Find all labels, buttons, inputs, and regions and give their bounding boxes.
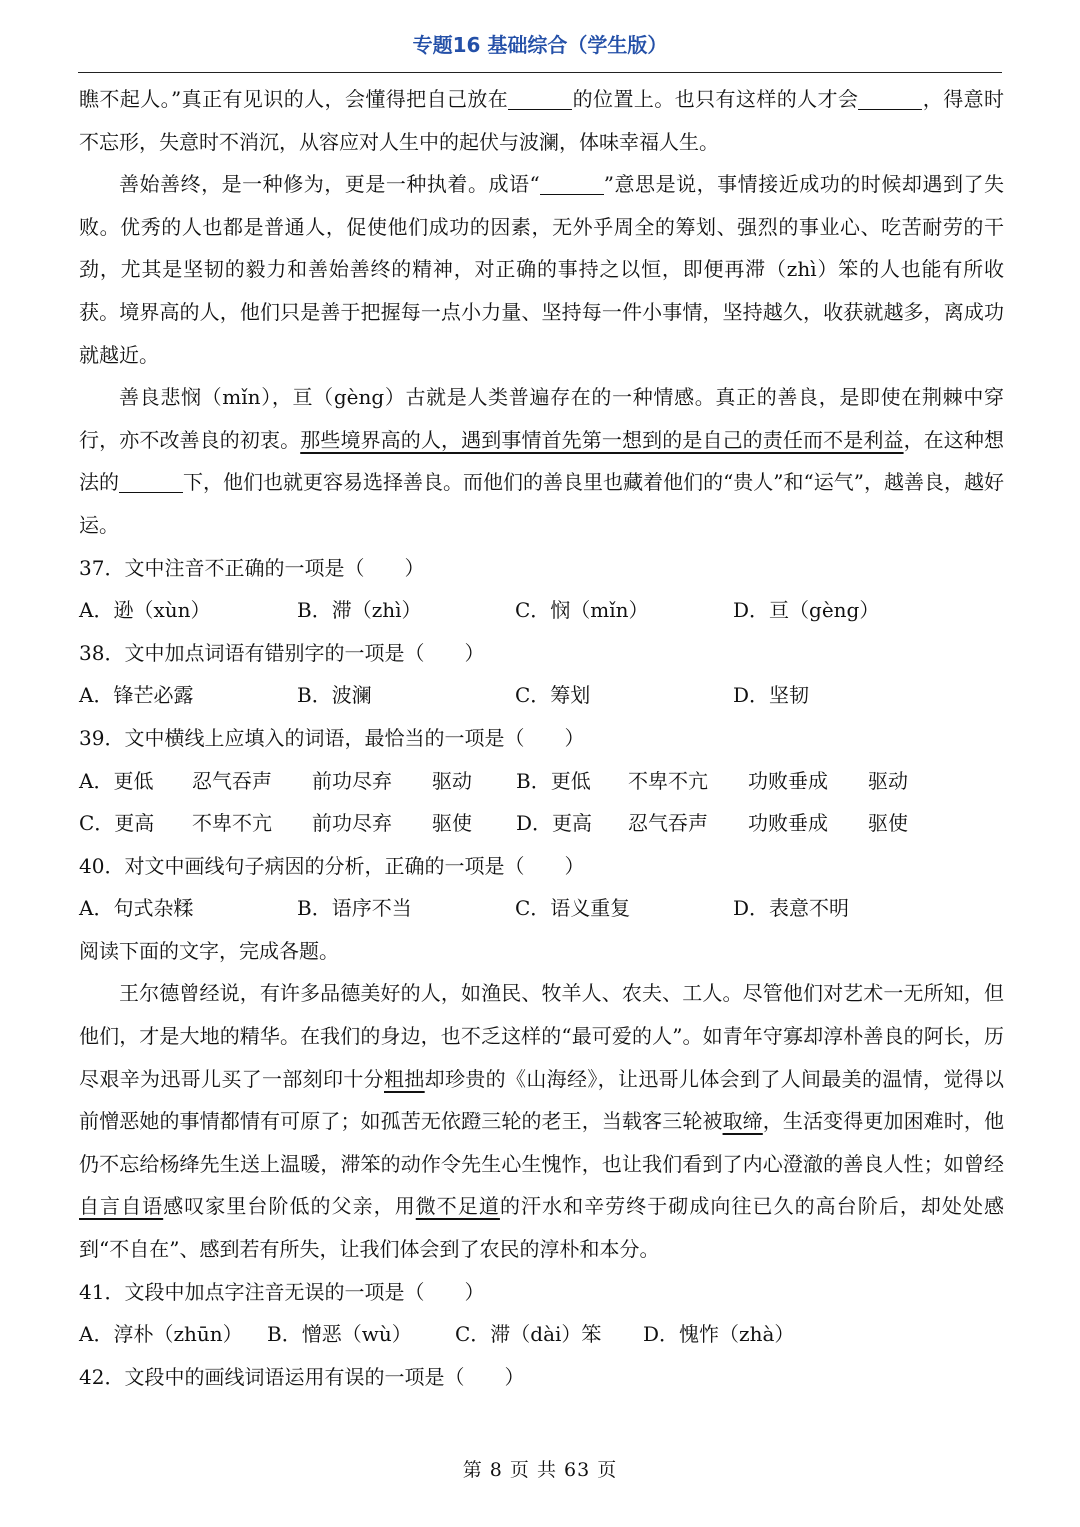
text-span: 却珍贵的《山海经》，让迅哥儿体会到了人间最美的温情，觉得以前憎恶她的事情都情有可原了；如孤苦无依蹬三轮的老王，当载客三轮被 (79, 1066, 1005, 1134)
option-a[interactable]: A．句式杂糅 (79, 896, 194, 921)
option-term: 驱动 (432, 768, 472, 793)
option-term: 前功尽弃 (312, 768, 392, 793)
passage1-paragraph2 (79, 163, 1004, 376)
text-span: 感叹家里台阶低的父亲，用 (163, 1194, 416, 1219)
text-span: ，得意时不忘形，失意时不消沉，从容应对人生中的起伏与波澜，体味幸福人生。 (79, 87, 1005, 154)
option-term: 前功尽弃 (312, 811, 392, 836)
text-span: 善始善终，是一种修为，更是一种执着。成语“ (119, 172, 540, 197)
option-a[interactable]: A．锋芒必露 (79, 683, 194, 708)
page-header (78, 28, 1002, 73)
option-c[interactable]: C．滞（dài）笨 (455, 1322, 602, 1347)
option-a[interactable]: A．逊（xùn） (79, 598, 211, 623)
underlined-word: 微不足道 (415, 1194, 500, 1219)
header-title: 专题16 基础综合（学生版） (412, 33, 668, 57)
option-b[interactable]: B．语序不当 (297, 896, 412, 921)
option-term: 不卑不亢 (192, 811, 272, 836)
text-span: ”意思是说，事情接近成功的时候却遇到了失败。优秀的人也都是普通人，促使他们成功的因素，无外乎周全的筹划、强烈的事业心、吃苦耐劳的干劲，尤其是坚韧的毅力和善始善终的精神，对正确的事持之以恒，即便再滞（zhì）笨的人也能有所收获。境界高的人，他们只是善于把握每一点小力量、坚持每一件小事情，坚持越久，收获就越多，离成功就越近。 (79, 172, 1004, 367)
fill-blank (540, 172, 604, 195)
question-41-options (79, 1313, 1004, 1356)
option-d[interactable]: D．亘（gèng） (733, 598, 880, 623)
passage2-paragraph (79, 972, 1004, 1270)
option-b[interactable]: B．憎恶（wù） (267, 1322, 412, 1347)
option-term: 不卑不亢 (628, 768, 708, 793)
underlined-word: 粗拙 (384, 1066, 425, 1091)
option-term: 忍气吞声 (192, 768, 272, 793)
passage1-paragraph1 (79, 78, 1004, 163)
passage1-paragraph3 (79, 376, 1004, 546)
option-c[interactable]: C．语义重复 (515, 896, 631, 921)
text-span: 善良悲悯（mǐn），亘（gèng）古就是人类普遍存在的一种情感。真正的善良，是即使在荆棘中穿行，亦不改善良的初衷。 (79, 385, 1004, 452)
page-footer (0, 1455, 1080, 1482)
option-c[interactable]: C．筹划 (515, 683, 591, 708)
question-40-stem: 40．对文中画线句子病因的分析，正确的一项是（ ） (79, 853, 585, 878)
page-number: 第 8 页 共 63 页 (462, 1459, 618, 1481)
text-span: 的汗水和辛劳终于砌成向往已久的高台阶后，却处处感到“不自在”、感到若有所失，让我们体会到了农民的淳朴和本分。 (79, 1194, 1005, 1262)
underlined-sentence: 那些境界高的人，遇到事情首先第一想到的是自己的责任而不是利益 (300, 427, 904, 452)
question-41-stem: 41．文段中加点字注音无误的一项是（ ） (79, 1279, 485, 1304)
option-a[interactable]: A．更低 (79, 768, 154, 793)
option-c[interactable]: C．更高 (79, 811, 155, 836)
text-span: 王尔德曾经说，有许多品德美好的人，如渔民、牧羊人、农夫、工人。尽管他们对艺术一无所知，但他们，才是大地的精华。在我们的身边，也不乏这样的“最可爱的人”。如青年守寡却淳朴善良的阿长，历尽艰辛为迅哥儿买了一部刻印十分 (79, 981, 1004, 1091)
question-42-stem: 42．文段中的画线词语运用有误的一项是（ ） (79, 1364, 525, 1389)
option-d[interactable]: D．表意不明 (733, 896, 850, 921)
question-39-options-row1 (79, 760, 1004, 803)
option-d[interactable]: D．更高 (516, 811, 593, 836)
option-b[interactable]: B．更低 (516, 768, 591, 793)
underlined-word: 自言自语 (79, 1194, 164, 1219)
text-span: ，在这种想法的 (79, 427, 1005, 495)
option-term: 驱使 (868, 811, 908, 836)
option-term: 忍气吞声 (628, 811, 708, 836)
text-span: 下，他们也就更容易选择善良。而他们的善良里也藏着他们的“贵人”和“运气”，越善良，越好运。 (79, 470, 1005, 537)
option-c[interactable]: C．悯（mǐn） (515, 598, 649, 623)
option-d[interactable]: D．愧怍（zhà） (643, 1322, 795, 1347)
fill-blank (858, 87, 922, 110)
option-term: 功败垂成 (748, 811, 828, 836)
question-39-stem: 39．文中横线上应填入的词语，最恰当的一项是（ ） (79, 725, 585, 750)
underlined-word: 取缔 (722, 1109, 763, 1134)
question-38-stem: 38．文中加点词语有错别字的一项是（ ） (79, 640, 485, 665)
option-b[interactable]: B．滞（zhì） (297, 598, 422, 623)
question-38-options (79, 674, 1004, 717)
option-term: 功败垂成 (748, 768, 828, 793)
option-term: 驱使 (432, 811, 472, 836)
fill-blank (508, 87, 572, 110)
question-40-options (79, 887, 1004, 930)
option-a[interactable]: A．淳朴（zhūn） (79, 1322, 243, 1347)
question-37-stem: 37．文中注音不正确的一项是（ ） (79, 555, 425, 580)
text-span: 的位置上。也只有这样的人才会 (572, 87, 859, 111)
option-term: 驱动 (868, 768, 908, 793)
text-span: ，生活变得更加困难时，他仍不忘给杨绛先生送上温暖，滞笨的动作令先生心生愧怍，也让我们看到了内心澄澈的善良人性；如曾经 (79, 1109, 1005, 1176)
fill-blank (119, 470, 183, 493)
option-d[interactable]: D．坚韧 (733, 683, 810, 708)
text-span: 瞧不起人。”真正有见识的人，会懂得把自己放在 (79, 87, 509, 111)
page-content (79, 78, 1004, 1398)
question-37-options (79, 589, 1004, 632)
option-b[interactable]: B．波澜 (297, 683, 372, 708)
reading-intro: 阅读下面的文字，完成各题。 (79, 938, 339, 963)
question-39-options-row2 (79, 802, 1004, 845)
